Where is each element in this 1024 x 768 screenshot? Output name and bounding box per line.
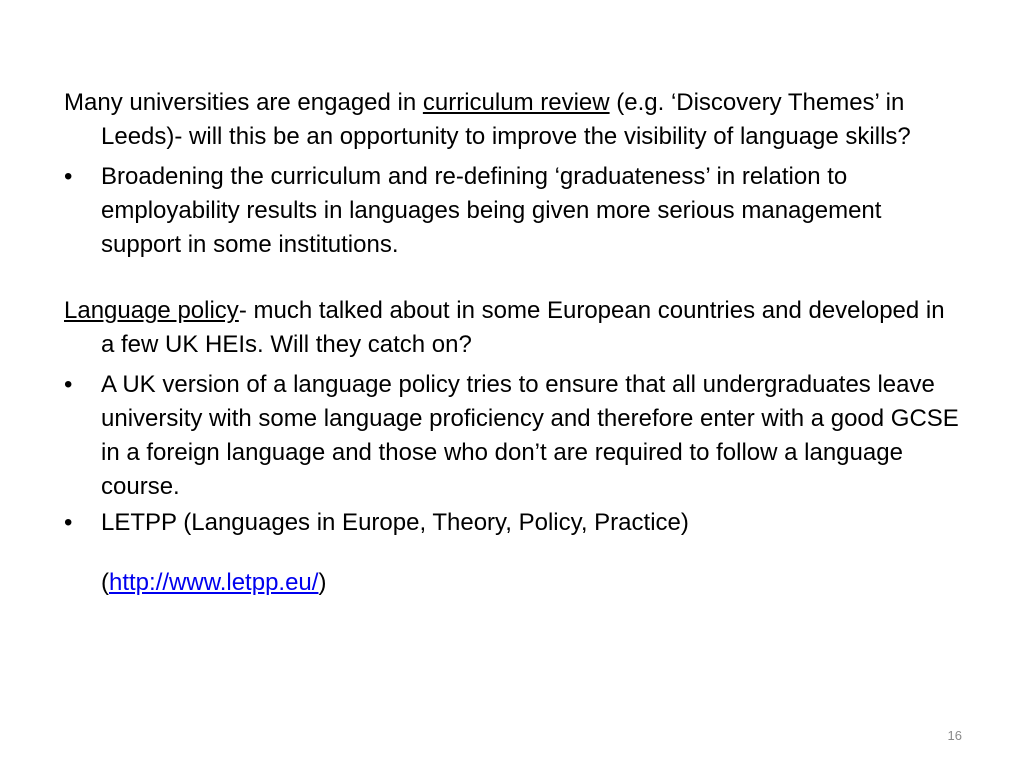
bullet-icon: • xyxy=(64,371,73,398)
bullet-text: LETPP (Languages in Europe, Theory, Policy, Practice) xyxy=(101,509,689,536)
curriculum-review-term: curriculum review xyxy=(422,89,610,116)
language-policy-paragraph xyxy=(64,294,964,362)
curriculum-review-paragraph xyxy=(64,86,964,154)
letpp-link-line xyxy=(64,566,964,600)
bullet-icon: • xyxy=(64,509,73,536)
bullet-item xyxy=(64,506,964,540)
language-policy-term: Language policy xyxy=(64,297,239,324)
slide-body xyxy=(64,86,964,600)
intro-text-before: Many universities are engaged in xyxy=(64,89,423,116)
bullet-icon: • xyxy=(64,163,73,190)
bullet-item xyxy=(64,160,964,262)
bullet-text: A UK version of a language policy tries to ensure that all undergraduates leave university with some language proficiency and therefore enter with a good GCSE in a foreign language and those who don’t are required to follow a language course. xyxy=(101,371,959,500)
letpp-link[interactable]: http://www.letpp.eu/ xyxy=(109,569,319,596)
link-open-paren: ( xyxy=(101,569,109,596)
language-policy-text: - much talked about in some European countries and developed in a few UK HEIs. Will they catch on? xyxy=(101,297,945,358)
bullet-text: Broadening the curriculum and re-defining ‘graduateness’ in relation to employability results in languages being given more serious management support in some institutions. xyxy=(101,163,882,258)
page-number: 16 xyxy=(947,728,962,743)
bullet-item xyxy=(64,368,964,504)
link-close-paren: ) xyxy=(318,569,327,596)
intro-text-after: (e.g. ‘Discovery Themes’ in Leeds)- will this be an opportunity to improve the visibility of language skills? xyxy=(101,89,911,150)
